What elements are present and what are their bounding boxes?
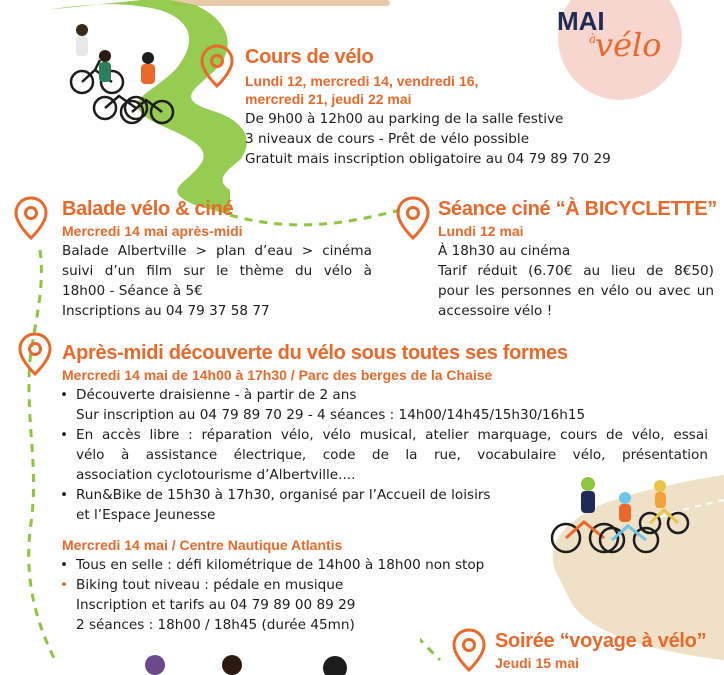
list-item: • Biking tout niveau : pédale en musique Inscription et tarifs au 04 79 89 00 89 29 2 séances : 18h00 / 18h45 (durée 45mn) (60, 577, 356, 633)
cine-line: accessoire vélo ! (438, 303, 553, 319)
cours-line: 3 niveaux de cours - Prêt de vélo possible (245, 131, 530, 147)
soiree-date: Jeudi 15 mai (495, 655, 580, 671)
cours-title: Cours de vélo (245, 46, 374, 68)
section-atlantis (62, 537, 532, 635)
section-soiree (495, 630, 706, 671)
cours-line: Gratuit mais inscription obligatoire au 04 79 89 70 29 (245, 151, 611, 167)
section-cours-velo (245, 46, 611, 169)
balade-title: Balade vélo & ciné (62, 198, 234, 220)
cours-line: De 9h00 à 12h00 au parking de la salle festive (245, 111, 564, 127)
cine-date: Lundi 12 mai (438, 223, 524, 239)
logo-a: à (589, 32, 597, 46)
header-title-fragment (170, 0, 390, 6)
apresmidi-date: Mercredi 14 mai de 14h00 à 17h30 / Parc des berges de la Chaise (62, 367, 493, 383)
cine-line: Tarif réduit (6.70€ au lieu de 8€50) (438, 263, 714, 279)
bottom-figures-illustration (145, 655, 347, 675)
list-item: • Run&Bike de 15h30 à 17h30, organisé par l’Accueil de loisirs et l’Espace Jeunesse (60, 487, 491, 523)
soiree-title: Soirée “voyage à vélo” (495, 630, 707, 652)
cine-title: Séance ciné “À BICYCLETTE” (438, 198, 717, 220)
balade-line: Balade Albertville > plan d’eau > cinéma (62, 243, 372, 259)
balade-line: suivi d’un film sur le thème du vélo à (62, 263, 372, 279)
section-apres-midi (62, 342, 708, 525)
cours-date-1: Lundi 12, mercredi 14, vendredi 16, (245, 73, 479, 89)
location-pin-icon (18, 332, 52, 376)
location-pin-icon (200, 44, 234, 88)
balade-line: Inscriptions au 04 79 37 58 77 (62, 303, 270, 319)
logo-velo: vélo (595, 26, 662, 64)
section-seance-cine (438, 198, 717, 321)
balade-date: Mercredi 14 mai après-midi (62, 223, 243, 239)
location-pin-icon (14, 196, 48, 240)
apresmidi-title: Après-midi découverte du vélo sous toutes ses formes (62, 342, 568, 364)
list-item: • En accès libre : réparation vélo, vélo musical, atelier marquage, cours de vélo, essai vélo à assistance électrique, code de la rue, vocabulaire vélo, présentation association cyclotourisme d’Albertville.... (60, 427, 708, 483)
atlantis-date: Mercredi 14 mai / Centre Nautique Atlantis (62, 537, 343, 553)
balade-line: 18h00 - Séance à 5€ (62, 283, 203, 299)
logo-mai: MAI (557, 6, 605, 36)
cine-line: pour les personnes en vélo ou avec un (438, 283, 714, 299)
cyclist-illustration (71, 24, 173, 123)
list-item: • Découverte draisienne - à partir de 2 ans Sur inscription au 04 79 89 70 29 - 4 séances : 14h00/14h45/15h30/16h15 (60, 387, 586, 423)
list-item: • Tous en selle : défi kilométrique de 14h00 à 18h00 non stop (60, 557, 485, 573)
cine-line: À 18h30 au cinéma (438, 243, 571, 259)
section-balade-cine (62, 198, 372, 321)
location-pin-icon (396, 196, 430, 240)
cours-date-2: mercredi 21, jeudi 22 mai (245, 91, 412, 107)
